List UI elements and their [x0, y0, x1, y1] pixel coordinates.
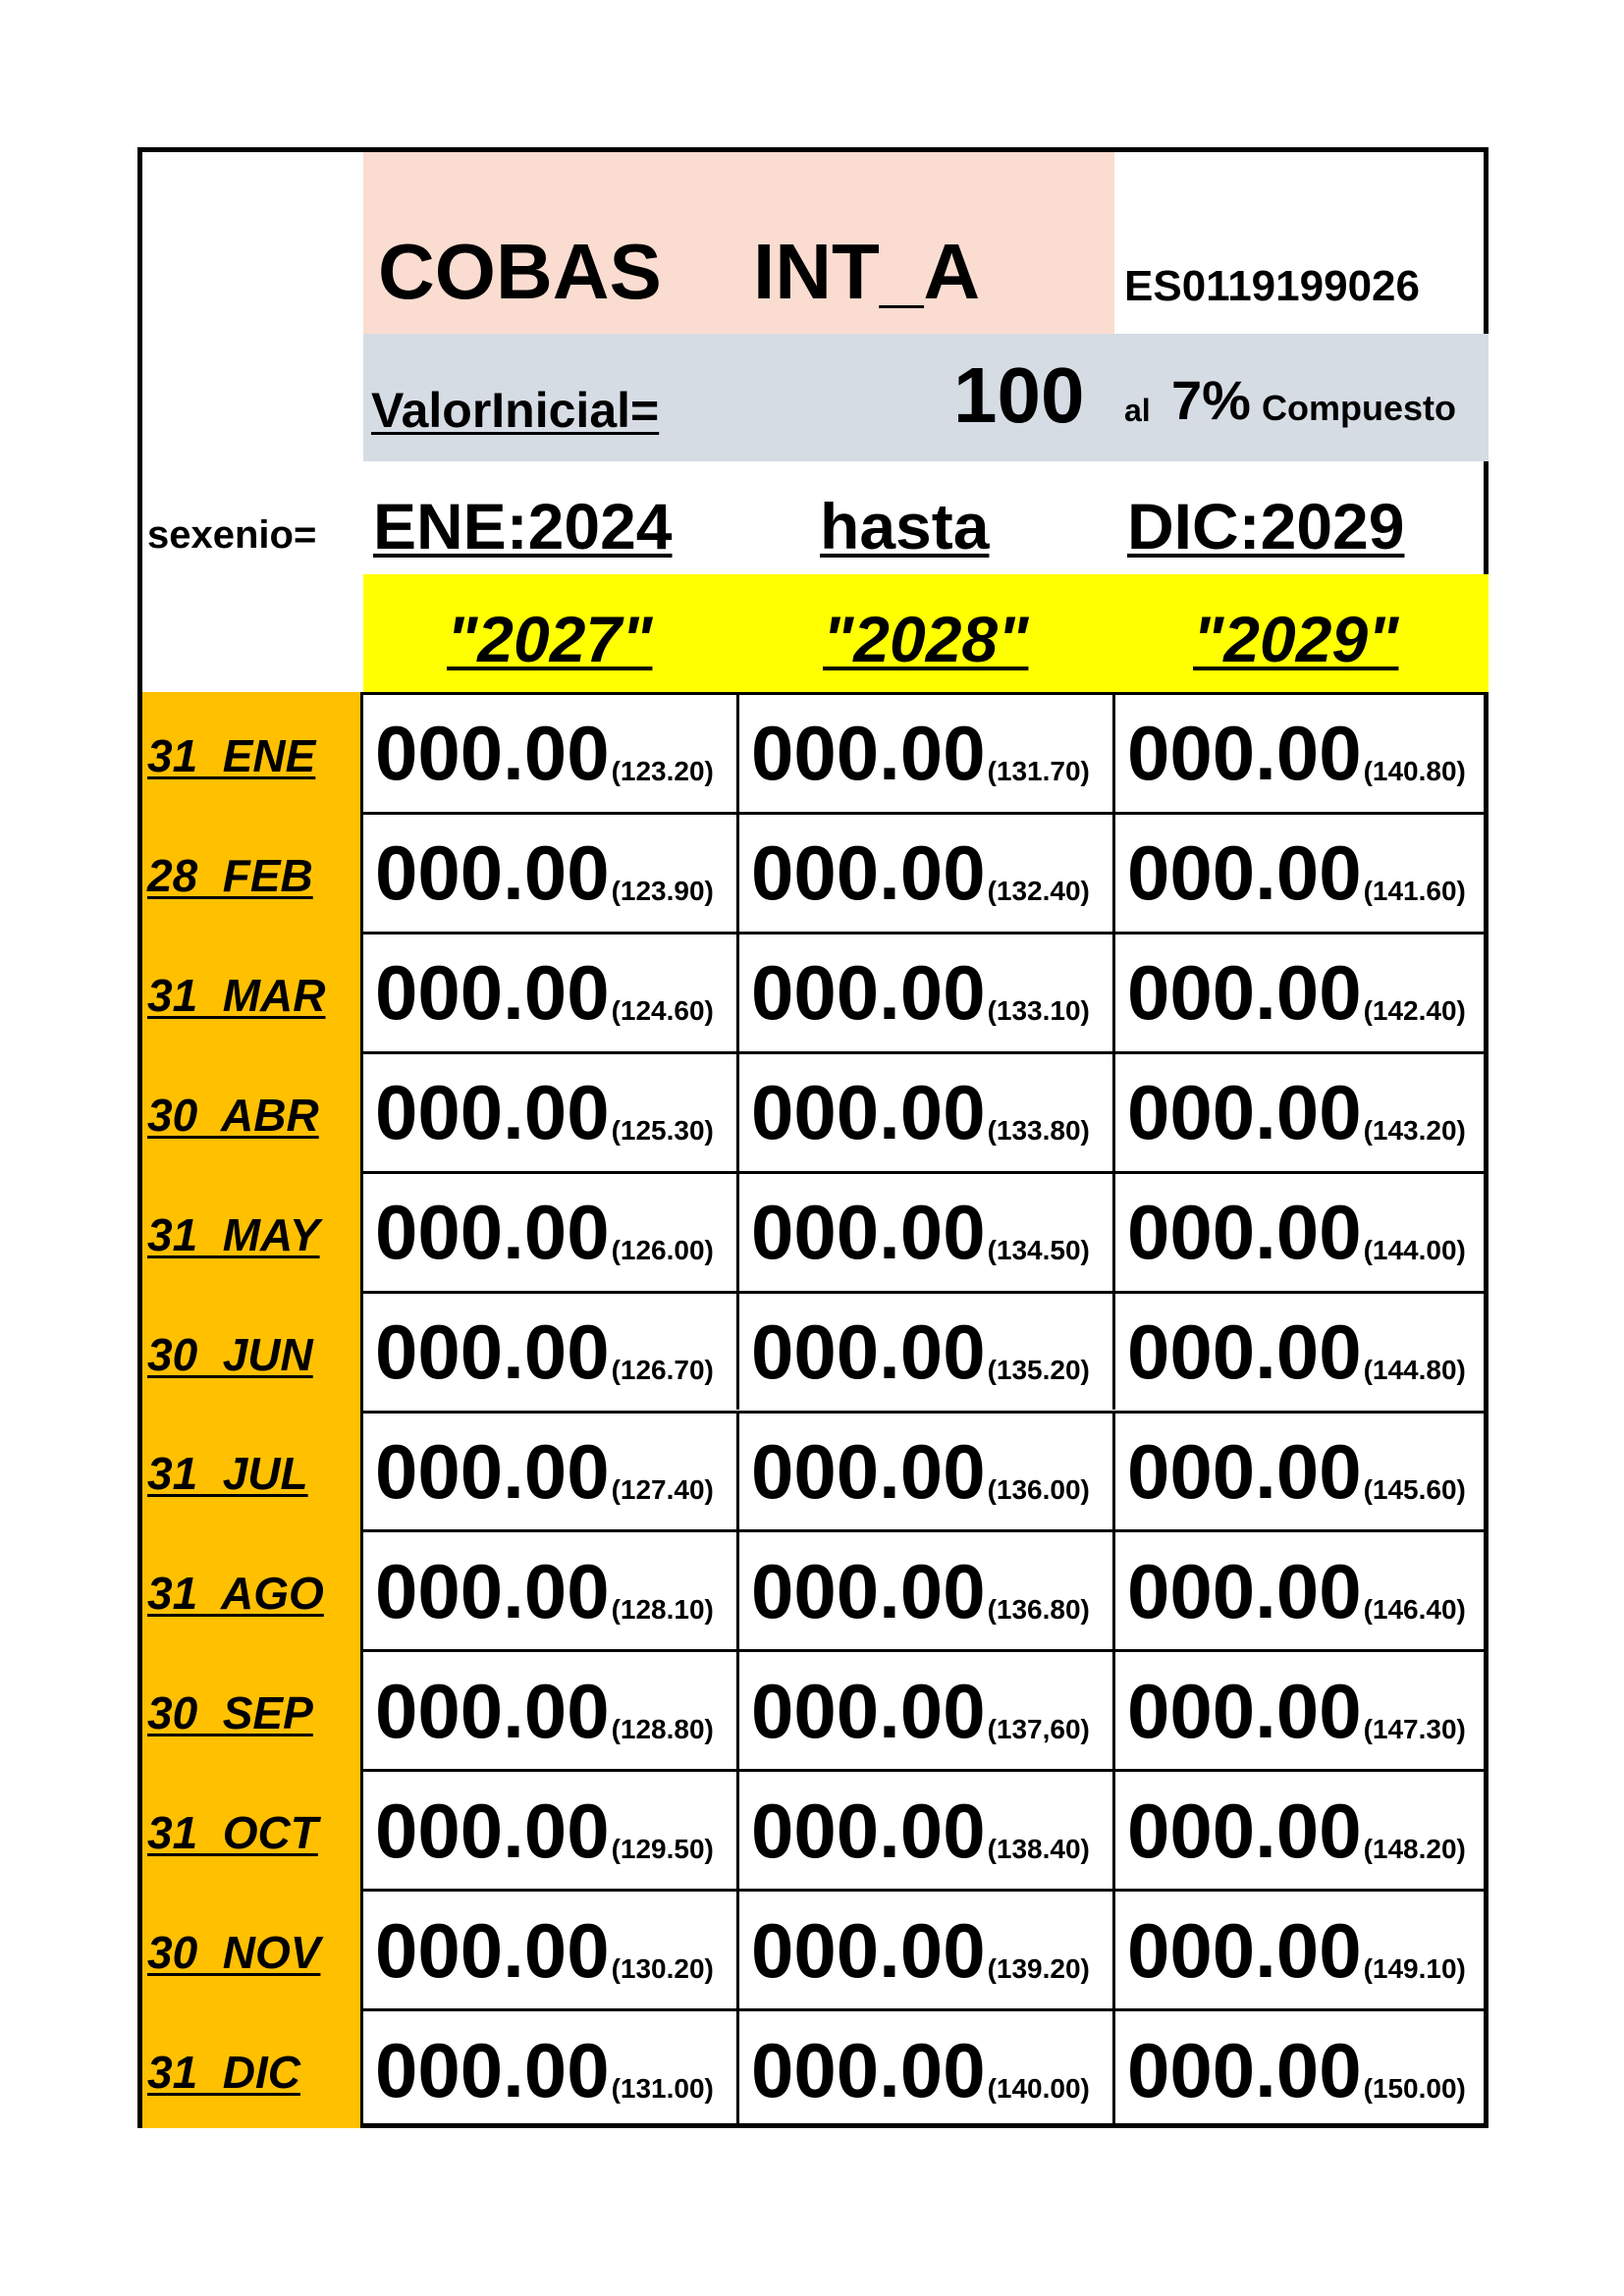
- value-cell: [1115, 932, 1489, 1051]
- cell-value: 000.00: [751, 1906, 986, 1994]
- values-grid: [363, 692, 1489, 2128]
- cell-value: 000.00: [1127, 1069, 1362, 1156]
- value-cell: [739, 1291, 1115, 1411]
- month-label: 30 SEP: [147, 1687, 313, 1739]
- cell-target: (123.90): [611, 876, 714, 907]
- cell-target: (135.20): [987, 1355, 1090, 1386]
- year-header-2029: "2029": [1193, 603, 1399, 675]
- cell-value: 000.00: [375, 2026, 610, 2113]
- cell-target: (136.00): [987, 1473, 1090, 1505]
- cell-value: 000.00: [1127, 1667, 1362, 1754]
- value-cell: [739, 1051, 1115, 1171]
- rate-value: 7%: [1171, 369, 1251, 431]
- cell-value: 000.00: [1127, 1906, 1362, 1994]
- value-cell: [739, 692, 1115, 812]
- cell-value: 000.00: [751, 1308, 986, 1396]
- cell-value: 000.00: [1127, 710, 1362, 797]
- value-cell: [363, 1411, 739, 1530]
- cell-target: (128.10): [611, 1593, 714, 1625]
- cell-value: 000.00: [375, 1667, 610, 1754]
- cell-target: (139.20): [987, 1952, 1090, 1984]
- cell-target: (127.40): [611, 1473, 714, 1505]
- value-cell: [363, 1769, 739, 1889]
- cell-target: (136.80): [987, 1593, 1090, 1625]
- cell-value: 000.00: [1127, 1189, 1362, 1276]
- value-cell: [1115, 812, 1489, 932]
- value-cell: [363, 932, 739, 1051]
- cell-target: (143.20): [1363, 1115, 1466, 1147]
- cell-value: 000.00: [1127, 829, 1362, 917]
- period-start: ENE:2024: [373, 490, 673, 562]
- cell-value: 000.00: [751, 1189, 986, 1276]
- value-cell: [1115, 1051, 1489, 1171]
- cell-value: 000.00: [375, 710, 610, 797]
- month-label: 30 JUN: [147, 1328, 313, 1380]
- cell-target: (144.80): [1363, 1355, 1466, 1386]
- value-cell: [363, 1529, 739, 1649]
- month-label: 31 DIC: [147, 2047, 300, 2098]
- cell-value: 000.00: [375, 1906, 610, 1994]
- cell-value: 000.00: [375, 1308, 610, 1396]
- month-column: [142, 692, 363, 2128]
- cell-target: (133.10): [987, 995, 1090, 1027]
- cell-value: 000.00: [751, 1787, 986, 1874]
- cell-value: 000.00: [1127, 1308, 1362, 1396]
- value-cell: [739, 812, 1115, 932]
- value-cell: [363, 812, 739, 932]
- month-label: 31 MAY: [147, 1208, 320, 1260]
- value-cell: [1115, 692, 1489, 812]
- cell-target: (140.80): [1363, 756, 1466, 787]
- cell-target: (123.20): [611, 756, 714, 787]
- rate-prefix: al: [1124, 393, 1151, 428]
- isin-code: ES0119199026: [1124, 262, 1420, 310]
- value-cell: [739, 1889, 1115, 2008]
- cell-value: 000.00: [375, 1547, 610, 1634]
- cell-value: 000.00: [375, 1069, 610, 1156]
- cell-target: (126.70): [611, 1355, 714, 1386]
- cell-target: (137,60): [987, 1713, 1090, 1744]
- cell-target: (125.30): [611, 1115, 714, 1147]
- cell-target: (148.20): [1363, 1833, 1466, 1864]
- cell-target: (145.60): [1363, 1473, 1466, 1505]
- cell-target: (147.30): [1363, 1713, 1466, 1744]
- value-cell: [1115, 1769, 1489, 1889]
- value-cell: [739, 2008, 1115, 2128]
- value-cell: [1115, 1291, 1489, 1411]
- cell-value: 000.00: [375, 1189, 610, 1276]
- month-label: 31 OCT: [147, 1807, 318, 1859]
- cell-target: (149.10): [1363, 1952, 1466, 1984]
- cell-value: 000.00: [1127, 2026, 1362, 2113]
- cell-value: 000.00: [375, 949, 610, 1037]
- cell-target: (142.40): [1363, 995, 1466, 1027]
- cell-target: (133.80): [987, 1115, 1090, 1147]
- cell-value: 000.00: [375, 1427, 610, 1515]
- initial-value: 100: [953, 351, 1085, 439]
- cell-target: (131.00): [611, 2072, 714, 2104]
- value-cell: [739, 1769, 1115, 1889]
- period-separator: hasta: [820, 490, 990, 562]
- cell-target: (129.50): [611, 1833, 714, 1864]
- cell-target: (140.00): [987, 2072, 1090, 2104]
- cell-value: 000.00: [751, 1427, 986, 1515]
- cell-target: (131.70): [987, 756, 1090, 787]
- cell-value: 000.00: [751, 1069, 986, 1156]
- year-header-2027: "2027": [447, 603, 653, 675]
- cell-target: (134.50): [987, 1235, 1090, 1266]
- cell-value: 000.00: [751, 2026, 986, 2113]
- cell-target: (124.60): [611, 995, 714, 1027]
- fund-class: INT_A: [753, 228, 981, 315]
- month-label: 30 ABR: [147, 1089, 319, 1141]
- month-label: 30 NOV: [147, 1927, 321, 1979]
- cell-target: (150.00): [1363, 2072, 1466, 2104]
- value-cell: [363, 692, 739, 812]
- value-cell: [1115, 1889, 1489, 2008]
- month-label: 31 ENE: [147, 729, 316, 781]
- cell-value: 000.00: [1127, 1787, 1362, 1874]
- value-cell: [363, 2008, 739, 2128]
- cell-value: 000.00: [751, 710, 986, 797]
- fund-name: COBAS: [378, 228, 662, 315]
- cell-value: 000.00: [375, 1787, 610, 1874]
- cell-value: 000.00: [751, 1547, 986, 1634]
- cell-target: (144.00): [1363, 1235, 1466, 1266]
- period-label: sexenio=: [147, 513, 317, 557]
- cell-target: (128.80): [611, 1713, 714, 1744]
- value-cell: [363, 1171, 739, 1291]
- projection-sheet: [137, 147, 1489, 2128]
- value-cell: [363, 1889, 739, 2008]
- cell-target: (146.40): [1363, 1593, 1466, 1625]
- cell-value: 000.00: [751, 829, 986, 917]
- cell-target: (141.60): [1363, 876, 1466, 907]
- month-label: 31 AGO: [147, 1568, 324, 1620]
- value-cell: [363, 1649, 739, 1769]
- cell-value: 000.00: [375, 829, 610, 917]
- rate-suffix: Compuesto: [1262, 388, 1456, 428]
- year-header-2028: "2028": [823, 603, 1029, 675]
- value-cell: [1115, 1411, 1489, 1530]
- period-end: DIC:2029: [1127, 490, 1405, 562]
- month-label: 31 MAR: [147, 969, 326, 1021]
- month-label: 28 FEB: [147, 849, 313, 901]
- value-cell: [739, 1529, 1115, 1649]
- cell-value: 000.00: [1127, 1427, 1362, 1515]
- value-cell: [739, 1649, 1115, 1769]
- cell-target: (138.40): [987, 1833, 1090, 1864]
- value-cell: [739, 1411, 1115, 1530]
- value-cell: [1115, 1171, 1489, 1291]
- value-cell: [739, 1171, 1115, 1291]
- value-cell: [363, 1051, 739, 1171]
- initial-value-label: ValorInicial=: [371, 383, 660, 438]
- value-cell: [739, 932, 1115, 1051]
- cell-value: 000.00: [1127, 1547, 1362, 1634]
- value-cell: [1115, 2008, 1489, 2128]
- month-label: 31 JUL: [147, 1448, 308, 1500]
- cell-target: (132.40): [987, 876, 1090, 907]
- value-cell: [363, 1291, 739, 1411]
- value-cell: [1115, 1529, 1489, 1649]
- cell-value: 000.00: [751, 949, 986, 1037]
- cell-target: (130.20): [611, 1952, 714, 1984]
- cell-value: 000.00: [1127, 949, 1362, 1037]
- cell-target: (126.00): [611, 1235, 714, 1266]
- value-cell: [1115, 1649, 1489, 1769]
- cell-value: 000.00: [751, 1667, 986, 1754]
